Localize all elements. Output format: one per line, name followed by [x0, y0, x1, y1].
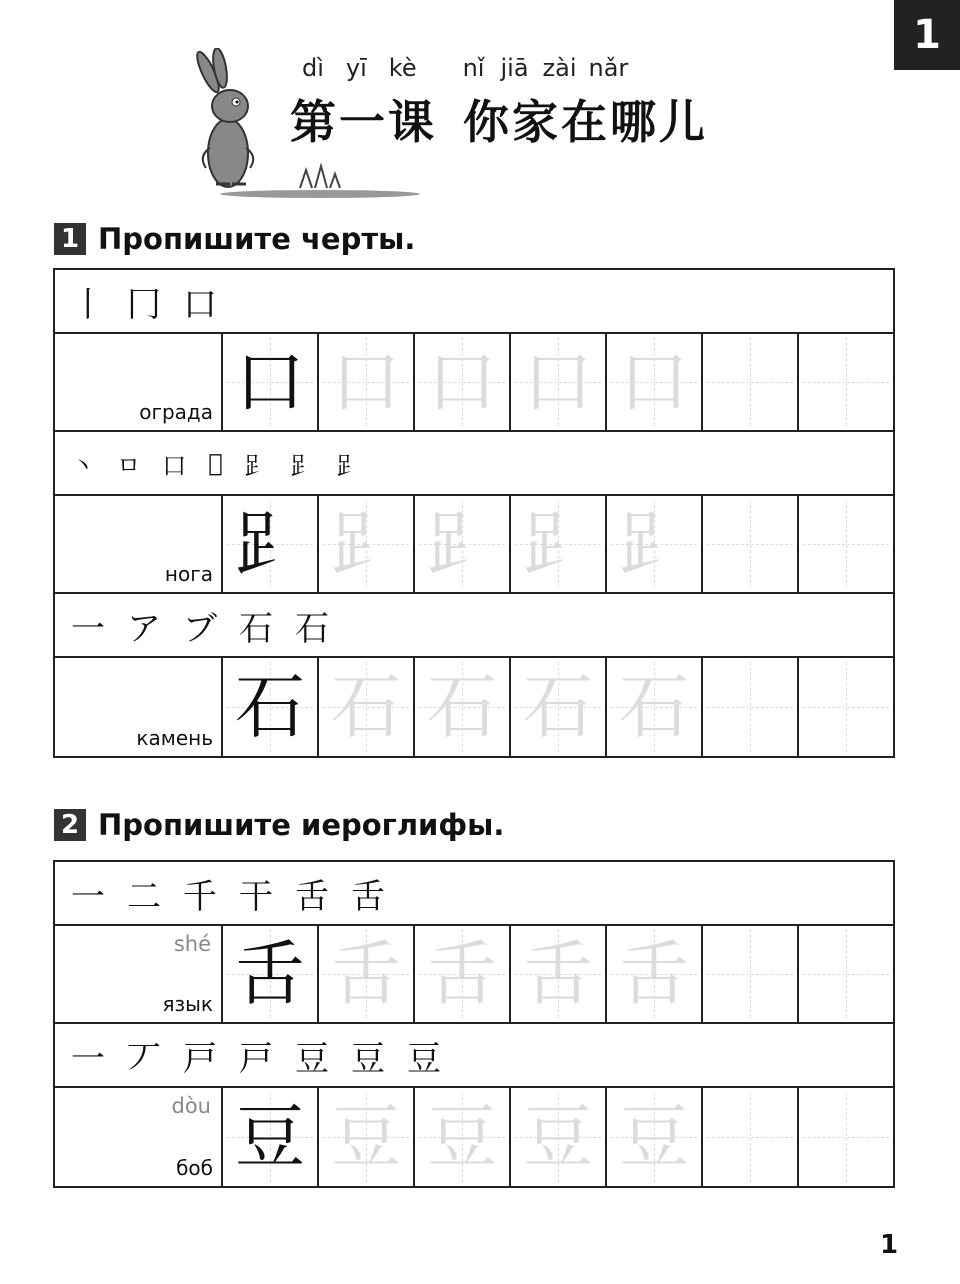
trace-cell[interactable] [511, 496, 607, 592]
section-title: Пропишите черты. [98, 222, 416, 256]
trace-character: 口 [619, 341, 689, 423]
stroke-order-row [55, 594, 893, 658]
pinyin-syllable: dì [302, 54, 324, 82]
trace-character: 𧾷 [523, 503, 593, 585]
trace-cell[interactable] [607, 1088, 703, 1186]
trace-cell[interactable] [319, 1088, 415, 1186]
blank-practice-cell[interactable] [703, 1088, 799, 1186]
trace-cell[interactable] [319, 334, 415, 430]
stroke-step: ㅁ [117, 451, 141, 480]
chapter-tab: 1 [894, 0, 960, 70]
stroke-step: 石 [295, 608, 329, 649]
character-pinyin: shé [173, 932, 211, 956]
stroke-step: 丶 [71, 451, 95, 480]
stroke-step: 豆 [407, 1038, 441, 1079]
model-character: 豆 [235, 1096, 305, 1178]
stroke-step: ア [127, 608, 161, 649]
stroke-step: 豆 [351, 1038, 385, 1079]
trace-character: 𧾷 [331, 503, 401, 585]
trace-character: 舌 [331, 933, 401, 1015]
model-character: 口 [235, 341, 305, 423]
trace-character: 舌 [427, 933, 497, 1015]
stroke-step: 𧾷 [244, 451, 269, 480]
section-2-heading [54, 808, 504, 842]
trace-cell[interactable] [415, 658, 511, 756]
trace-character: 舌 [619, 933, 689, 1015]
model-character-cell [223, 1088, 319, 1186]
character-meaning: ограда [139, 400, 213, 424]
stroke-step: 一 [71, 876, 105, 917]
section-title: Пропишите иероглифы. [98, 808, 505, 842]
blank-practice-cell[interactable] [799, 658, 893, 756]
trace-cell[interactable] [319, 926, 415, 1022]
stroke-step: 舌 [295, 876, 329, 917]
stroke-step: ブ [183, 608, 217, 649]
stroke-step: 千 [183, 876, 217, 917]
stroke-step: 石 [239, 608, 273, 649]
stroke-step: 豆 [295, 1038, 329, 1079]
blank-practice-cell[interactable] [799, 926, 893, 1022]
trace-character: 口 [331, 341, 401, 423]
blank-practice-cell[interactable] [703, 926, 799, 1022]
model-character: 舌 [235, 933, 305, 1015]
character-meaning: боб [176, 1156, 213, 1180]
label-cell [55, 926, 223, 1022]
stroke-step: 𧾷 [336, 451, 361, 480]
blank-practice-cell[interactable] [703, 334, 799, 430]
stroke-step: 一 [71, 1038, 105, 1079]
title-pinyin [302, 54, 628, 82]
stroke-step: 口 [183, 284, 217, 325]
stroke-step: 𧾷 [290, 451, 315, 480]
stroke-order-row [55, 862, 893, 926]
model-character-cell [223, 658, 319, 756]
trace-character: 口 [427, 341, 497, 423]
stroke-step: 丨 [71, 284, 105, 325]
stroke-order-row [55, 270, 893, 334]
trace-character: 豆 [523, 1096, 593, 1178]
trace-cell[interactable] [607, 658, 703, 756]
trace-character: 舌 [523, 933, 593, 1015]
trace-cell[interactable] [415, 1088, 511, 1186]
section-number: 2 [54, 809, 86, 841]
trace-cell[interactable] [511, 926, 607, 1022]
stroke-step: 戸 [239, 1038, 273, 1079]
label-cell [55, 496, 223, 592]
section-number: 1 [54, 223, 86, 255]
trace-cell[interactable] [511, 334, 607, 430]
trace-cell[interactable] [607, 496, 703, 592]
label-cell [55, 1088, 223, 1186]
blank-practice-cell[interactable] [703, 658, 799, 756]
stroke-step: 一 [71, 608, 105, 649]
pinyin-syllable: nǎr [588, 54, 629, 82]
model-character-cell [223, 926, 319, 1022]
trace-character: 口 [523, 341, 593, 423]
practice-grid-characters [53, 860, 895, 1188]
label-cell [55, 334, 223, 430]
trace-cell[interactable] [511, 658, 607, 756]
label-cell [55, 658, 223, 756]
stroke-order-row [55, 432, 893, 496]
trace-character: 石 [523, 666, 593, 748]
stroke-step: 戸 [183, 1038, 217, 1079]
trace-character: 豆 [619, 1096, 689, 1178]
trace-character: 豆 [427, 1096, 497, 1178]
stroke-order-row [55, 1024, 893, 1088]
pinyin-syllable: yī [345, 54, 367, 82]
trace-character: 𧾷 [619, 503, 689, 585]
trace-cell[interactable] [319, 496, 415, 592]
character-practice-row [55, 1088, 893, 1186]
trace-cell[interactable] [415, 496, 511, 592]
character-meaning: камень [136, 726, 213, 750]
trace-cell[interactable] [415, 926, 511, 1022]
stroke-step: 冂 [127, 284, 161, 325]
character-meaning: язык [162, 992, 213, 1016]
trace-cell[interactable] [607, 926, 703, 1022]
stroke-step: 丆 [127, 1038, 161, 1079]
character-meaning: нога [164, 562, 213, 586]
character-practice-row [55, 334, 893, 432]
character-pinyin: dòu [171, 1094, 211, 1118]
stroke-step: 二 [127, 876, 161, 917]
model-character-cell [223, 334, 319, 430]
trace-cell[interactable] [319, 658, 415, 756]
model-character-cell [223, 496, 319, 592]
stroke-step: 舌 [351, 876, 385, 917]
lesson-header [180, 40, 740, 200]
lesson-number: 第一课 [290, 95, 437, 149]
trace-cell[interactable] [511, 1088, 607, 1186]
blank-practice-cell[interactable] [799, 334, 893, 430]
character-practice-row [55, 926, 893, 1024]
blank-practice-cell[interactable] [703, 496, 799, 592]
page-number: 1 [880, 1230, 899, 1260]
trace-character: 石 [331, 666, 401, 748]
character-practice-row [55, 496, 893, 594]
trace-character: 豆 [331, 1096, 401, 1178]
pinyin-syllable: zài [542, 54, 577, 82]
stroke-step: 干 [239, 876, 273, 917]
trace-cell[interactable] [607, 334, 703, 430]
pinyin-syllable: kè [388, 54, 417, 82]
trace-character: 𧾷 [427, 503, 497, 585]
blank-practice-cell[interactable] [799, 496, 893, 592]
blank-practice-cell[interactable] [799, 1088, 893, 1186]
pinyin-syllable: jiā [500, 54, 529, 82]
model-character: 𧾷 [235, 503, 305, 585]
pinyin-syllable: nǐ [462, 54, 485, 82]
trace-character: 石 [427, 666, 497, 748]
stroke-step: 口 [162, 451, 187, 480]
section-1-heading [54, 222, 415, 256]
trace-character: 石 [619, 666, 689, 748]
character-practice-row [55, 658, 893, 756]
lesson-name: 你家在哪儿 [463, 95, 708, 149]
practice-grid-strokes [53, 268, 895, 758]
lesson-title [290, 86, 708, 152]
stroke-step: 𠯁 [208, 449, 223, 477]
trace-cell[interactable] [415, 334, 511, 430]
model-character: 石 [235, 666, 305, 748]
